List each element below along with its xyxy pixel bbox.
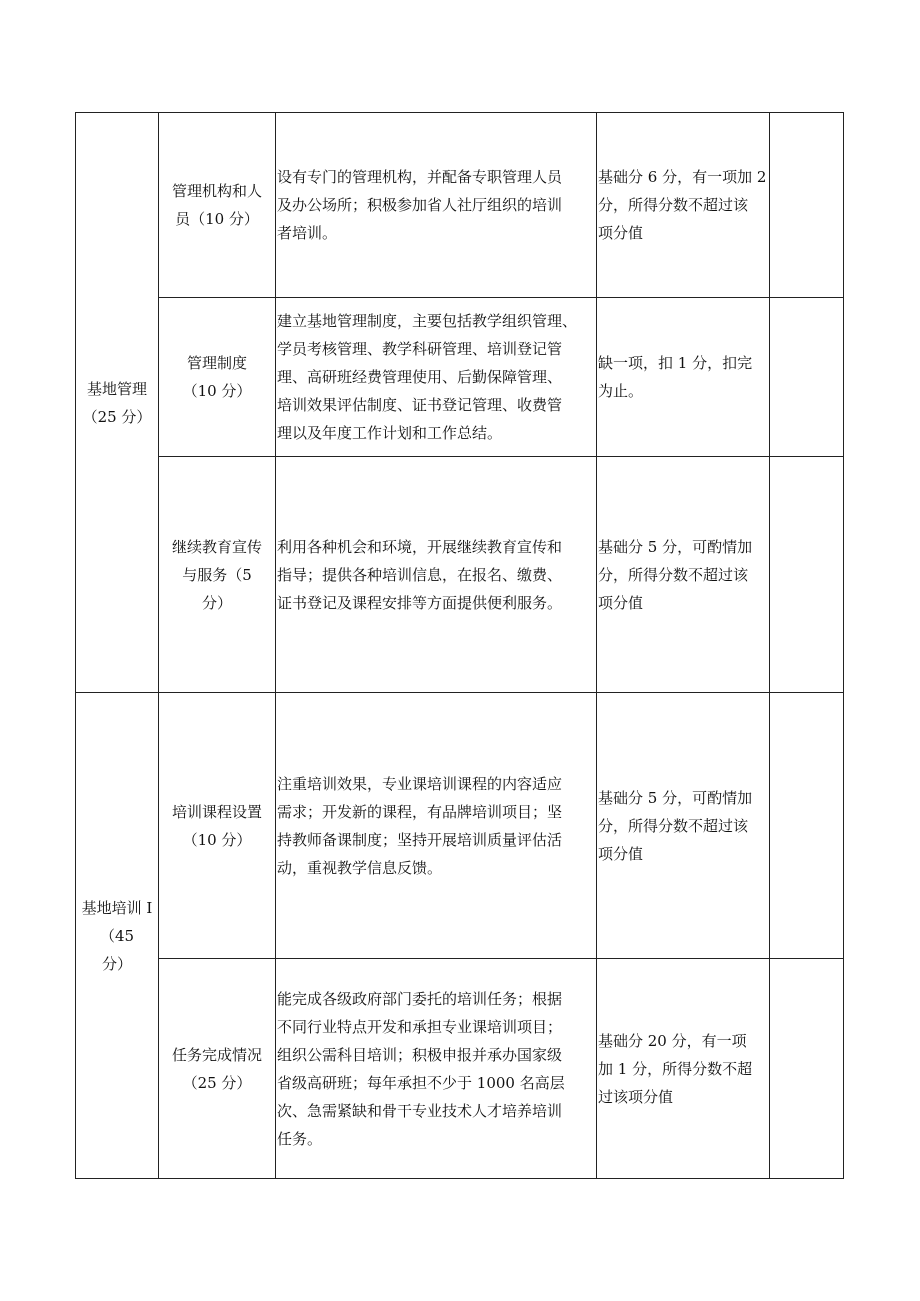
- scoring-rule: 基础分 6 分，有一项加 2 分，所得分数不超过该 项分值: [598, 168, 767, 242]
- item-content: 注重培训效果，专业课培训课程的内容适应 需求；开发新的课程，有品牌培训项目；坚 持教师备课制度；坚持开展培训质量评估活 动，重视教学信息反馈。: [277, 774, 563, 877]
- item-name: 培训课程设置 （10 分）: [171, 802, 262, 849]
- item-name: 任务完成情况 （25 分）: [171, 1045, 262, 1092]
- score-cell: [770, 959, 843, 1178]
- score-cell: [770, 693, 843, 958]
- scoring-rule: 基础分 20 分，有一项 加 1 分，所得分数不超 过该项分值: [598, 1031, 753, 1106]
- group-name: 基地培训 I （45 分）: [81, 898, 153, 973]
- scoring-cell: [598, 457, 769, 692]
- item-content: 利用各种机会和环境，开展继续教育宣传和 指导；提供各种培训信息，在报名、缴费、 证书登记及课程安排等方面提供便利服务。: [277, 537, 563, 612]
- item-cell: [159, 457, 275, 692]
- item-content: 建立基地管理制度，主要包括教学组织管理、 学员考核管理、教学科研管理、培训登记管 理、高研班经费管理使用、后勤保障管理、 培训效果评估制度、证书登记管理、收费管 理以及年度工作计划和工作总结。: [277, 312, 578, 442]
- item-cell: [159, 113, 275, 297]
- column-divider: [596, 112, 597, 1179]
- item-cell: [159, 298, 275, 456]
- content-cell: [277, 959, 596, 1178]
- scoring-rule: 缺一项，扣 1 分，扣完 为止。: [598, 354, 753, 400]
- score-cell: [770, 457, 843, 692]
- scoring-cell: [598, 959, 769, 1178]
- table-border-bottom: [75, 1178, 844, 1179]
- scoring-cell: [598, 693, 769, 958]
- scoring-cell: [598, 113, 769, 297]
- scoring-cell: [598, 298, 769, 456]
- item-content: 设有专门的管理机构，并配备专职管理人员 及办公场所；积极参加省人社厅组织的培训 者培训。: [277, 168, 563, 242]
- item-name: 管理机构和人 员（10 分）: [171, 182, 262, 228]
- group-name-cell: [76, 693, 158, 1178]
- score-cell: [770, 113, 843, 297]
- content-cell: [277, 693, 596, 958]
- item-cell: [159, 959, 275, 1178]
- scoring-rule: 基础分 5 分，可酌情加 分，所得分数不超过该 项分值: [598, 788, 753, 863]
- scoring-rule: 基础分 5 分，可酌情加 分，所得分数不超过该 项分值: [598, 537, 753, 612]
- table-border-right: [843, 112, 844, 1179]
- group-name: 基地管理 （25 分）: [82, 379, 152, 426]
- content-cell: [277, 298, 596, 456]
- item-cell: [159, 693, 275, 958]
- content-cell: [277, 457, 596, 692]
- group-name-cell: [76, 113, 158, 692]
- item-name: 管理制度 （10 分）: [182, 354, 252, 400]
- item-name: 继续教育宣传 与服务（5 分）: [171, 537, 262, 612]
- column-divider: [275, 112, 276, 1179]
- item-content: 能完成各级政府部门委托的培训任务；根据 不同行业特点开发和承担专业课培训项目； 组织公需科目培训；积极申报并承办国家级 省级高研班；每年承担不少于 1000 名高层 次、急需紧缺和骨干专业技术人才培养培训 任务。: [277, 989, 565, 1148]
- content-cell: [277, 113, 596, 297]
- score-cell: [770, 298, 843, 456]
